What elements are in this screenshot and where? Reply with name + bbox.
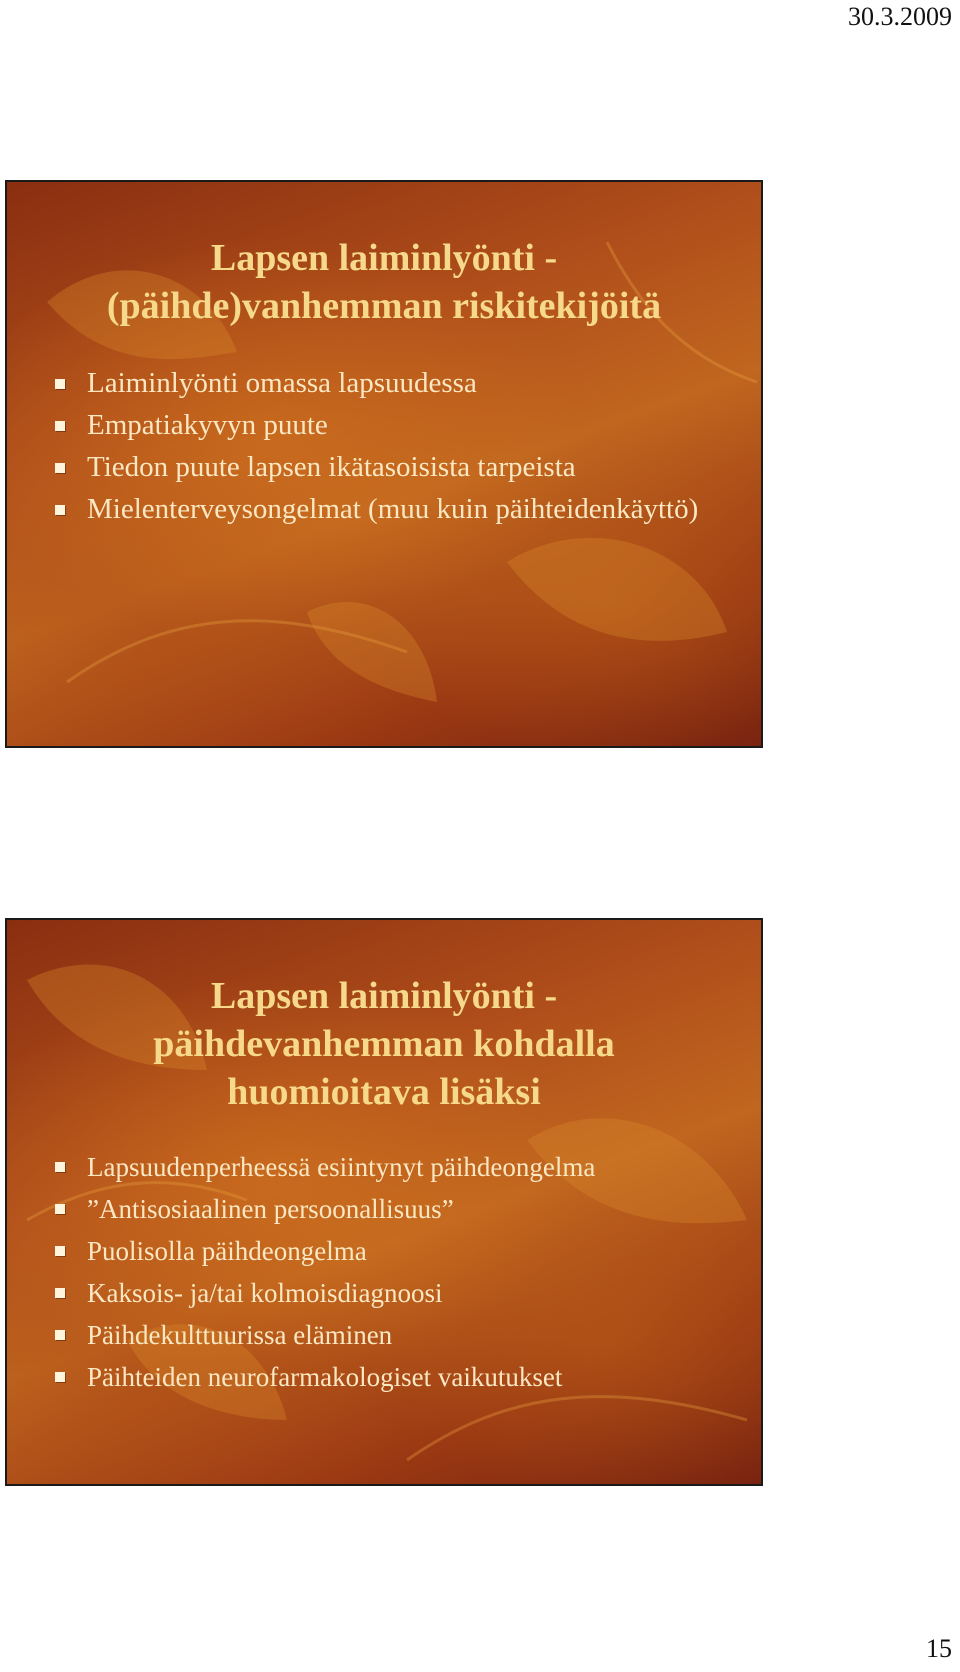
list-item-text: Tiedon puute lapsen ikätasoisista tarpeista xyxy=(87,451,576,483)
slide-2 xyxy=(5,918,763,1486)
square-bullet-icon xyxy=(55,463,65,473)
square-bullet-icon xyxy=(55,1246,65,1256)
bullet-list xyxy=(55,1146,741,1398)
list-item-text: Päihdekulttuurissa eläminen xyxy=(87,1320,393,1350)
list-item xyxy=(55,404,741,446)
slide-title-line: Lapsen laiminlyönti - xyxy=(210,237,558,279)
slide-title xyxy=(7,234,761,330)
list-item xyxy=(55,1146,741,1188)
slide-title-line: Lapsen laiminlyönti - xyxy=(210,975,558,1017)
page-number: 15 xyxy=(926,1634,952,1663)
square-bullet-icon xyxy=(55,1162,65,1172)
list-item-text: Kaksois- ja/tai kolmoisdiagnoosi xyxy=(87,1278,443,1308)
list-item xyxy=(55,1230,741,1272)
list-item xyxy=(55,488,741,530)
list-item-text: Laiminlyönti omassa lapsuudessa xyxy=(87,367,477,399)
square-bullet-icon xyxy=(55,1372,65,1382)
slide-title-line: (päihde)vanhemman riskitekijöitä xyxy=(106,285,662,327)
list-item-text: Empatiakyvyn puute xyxy=(87,409,328,441)
list-item-text: Puolisolla päihdeongelma xyxy=(87,1236,367,1266)
square-bullet-icon xyxy=(55,1288,65,1298)
list-item-text: ”Antisosiaalinen persoonallisuus” xyxy=(87,1194,454,1224)
list-item xyxy=(55,446,741,488)
square-bullet-icon xyxy=(55,379,65,389)
list-item-text: Päihteiden neurofarmakologiset vaikutukset xyxy=(87,1362,563,1392)
bullet-list xyxy=(55,362,741,530)
list-item-text: Mielenterveysongelmat (muu kuin päihteidenkäyttö) xyxy=(87,493,699,525)
slide-1 xyxy=(5,180,763,748)
list-item xyxy=(55,1272,741,1314)
slide-title xyxy=(7,972,761,1116)
list-item xyxy=(55,1314,741,1356)
list-item xyxy=(55,1188,741,1230)
slide-title-line: huomioitava lisäksi xyxy=(227,1071,541,1113)
page-date: 30.3.2009 xyxy=(848,2,952,31)
slide-title-line: päihdevanhemman kohdalla xyxy=(153,1023,615,1065)
list-item-text: Lapsuudenperheessä esiintynyt päihdeongelma xyxy=(87,1152,596,1182)
list-item xyxy=(55,362,741,404)
square-bullet-icon xyxy=(55,505,65,515)
square-bullet-icon xyxy=(55,1204,65,1214)
list-item xyxy=(55,1356,741,1398)
square-bullet-icon xyxy=(55,1330,65,1340)
square-bullet-icon xyxy=(55,421,65,431)
